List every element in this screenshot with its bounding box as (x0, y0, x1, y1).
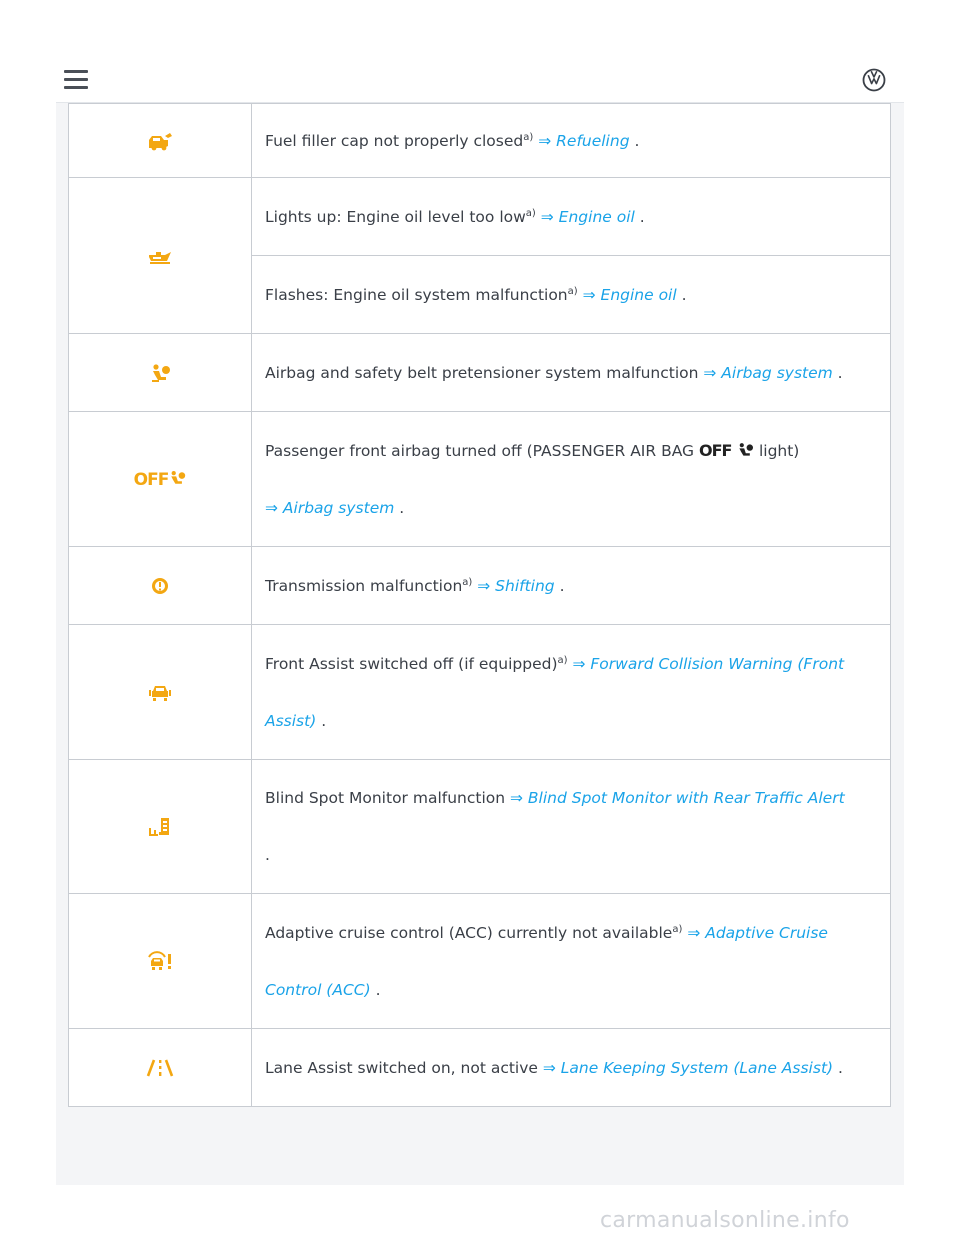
adaptive-cruise-control-icon (146, 951, 174, 971)
icon-cell (69, 178, 252, 334)
passenger-airbag-off-icon (134, 469, 187, 490)
icon-cell (69, 625, 252, 760)
blind-spot-monitor-icon (148, 816, 172, 838)
icon-cell (69, 412, 252, 547)
row-tail: . (629, 131, 640, 150)
row-text: Lights up: Engine oil level too low (265, 207, 526, 226)
icon-cell (69, 104, 252, 178)
row-text: Adaptive cruise control (ACC) currently not available (265, 923, 673, 942)
description-cell (252, 178, 891, 256)
row-tail: . (676, 285, 687, 304)
description-cell (252, 760, 891, 894)
row-text-after: light) (754, 441, 800, 460)
text-line (265, 788, 876, 808)
text-line (265, 441, 876, 461)
forward-collision-warning-link-cont[interactable]: Assist) (265, 711, 317, 730)
hamburger-menu-icon[interactable] (64, 70, 88, 90)
row-text: Transmission malfunction (265, 576, 463, 595)
content-area (56, 103, 904, 1185)
refueling-link[interactable]: ⇒ Refueling (538, 131, 630, 150)
footnote-marker: a) (523, 131, 534, 143)
top-bar (0, 0, 960, 103)
row-tail: . (316, 711, 327, 730)
watermark: carmanualsonline.info (600, 1208, 850, 1233)
description-cell (252, 547, 891, 625)
description-cell (252, 334, 891, 412)
table-row (69, 334, 891, 412)
lane-assist-icon (145, 1058, 175, 1078)
table-row (69, 104, 891, 178)
table-row (69, 412, 891, 547)
blind-spot-monitor-link[interactable]: ⇒ Blind Spot Monitor with Rear Traffic Alert (510, 789, 845, 807)
row-tail: . (394, 498, 405, 517)
row-text: Fuel filler cap not properly closed (265, 131, 524, 150)
front-assist-off-icon (147, 682, 173, 702)
icon-cell (69, 334, 252, 412)
airbag-system-link[interactable]: ⇒ Airbag system (265, 498, 395, 517)
row-tail: . (554, 576, 565, 595)
table-row (69, 1029, 891, 1107)
warning-lights-table (68, 103, 891, 1107)
footnote-marker: a) (672, 923, 683, 935)
table-row (69, 760, 891, 894)
icon-cell (69, 547, 252, 625)
row-text: Lane Assist switched on, not active (265, 1058, 543, 1077)
icon-cell (69, 760, 252, 894)
row-text: Blind Spot Monitor malfunction (265, 789, 510, 807)
text-line (265, 980, 876, 1000)
description-cell (252, 1029, 891, 1107)
text-line (265, 498, 876, 518)
adaptive-cruise-control-link-cont[interactable]: Control (ACC) (265, 980, 371, 999)
footnote-marker: a) (525, 207, 536, 219)
text-line (265, 654, 876, 674)
description-cell (252, 412, 891, 547)
description-cell (252, 256, 891, 334)
engine-oil-icon (147, 249, 173, 265)
row-text: Airbag and safety belt pretensioner system malfunction (265, 363, 704, 382)
icon-cell (69, 1029, 252, 1107)
row-text: Passenger front airbag turned off (PASSENGER AIR BAG (265, 441, 699, 460)
table-row (69, 894, 891, 1029)
lane-keeping-system-link[interactable]: ⇒ Lane Keeping System (Lane Assist) (542, 1058, 834, 1077)
airbag-icon (149, 363, 171, 383)
off-label: OFF (133, 469, 169, 490)
row-tail: . (833, 1058, 843, 1077)
text-line (265, 845, 876, 865)
table-row (69, 625, 891, 760)
table-row (69, 547, 891, 625)
engine-oil-link[interactable]: ⇒ Engine oil (582, 285, 677, 304)
inline-off-text: OFF (698, 440, 732, 460)
shifting-link[interactable]: ⇒ Shifting (477, 576, 555, 595)
text-line (265, 923, 876, 943)
forward-collision-warning-link[interactable]: ⇒ Forward Collision Warning (Front (572, 654, 845, 673)
transmission-malfunction-icon (150, 576, 170, 596)
description-cell (252, 104, 891, 178)
volkswagen-logo-icon[interactable] (862, 68, 886, 92)
engine-oil-link[interactable]: ⇒ Engine oil (540, 207, 635, 226)
row-tail: . (634, 207, 645, 226)
row-tail: . (265, 846, 270, 864)
row-text: Flashes: Engine oil system malfunction (265, 285, 568, 304)
inline-airbag-off-icon (699, 441, 754, 460)
footnote-marker: a) (567, 285, 578, 297)
icon-cell (69, 894, 252, 1029)
row-tail: . (832, 363, 843, 382)
fuel-filler-cap-icon (146, 131, 174, 151)
description-cell (252, 625, 891, 760)
footnote-marker: a) (462, 576, 473, 588)
footnote-marker: a) (557, 654, 568, 666)
airbag-system-link[interactable]: ⇒ Airbag system (703, 363, 833, 382)
description-cell (252, 894, 891, 1029)
table-row (69, 178, 891, 256)
row-tail: . (370, 980, 381, 999)
adaptive-cruise-control-link[interactable]: ⇒ Adaptive Cruise (687, 923, 828, 942)
text-line (265, 711, 876, 731)
row-text: Front Assist switched off (if equipped) (265, 654, 558, 673)
